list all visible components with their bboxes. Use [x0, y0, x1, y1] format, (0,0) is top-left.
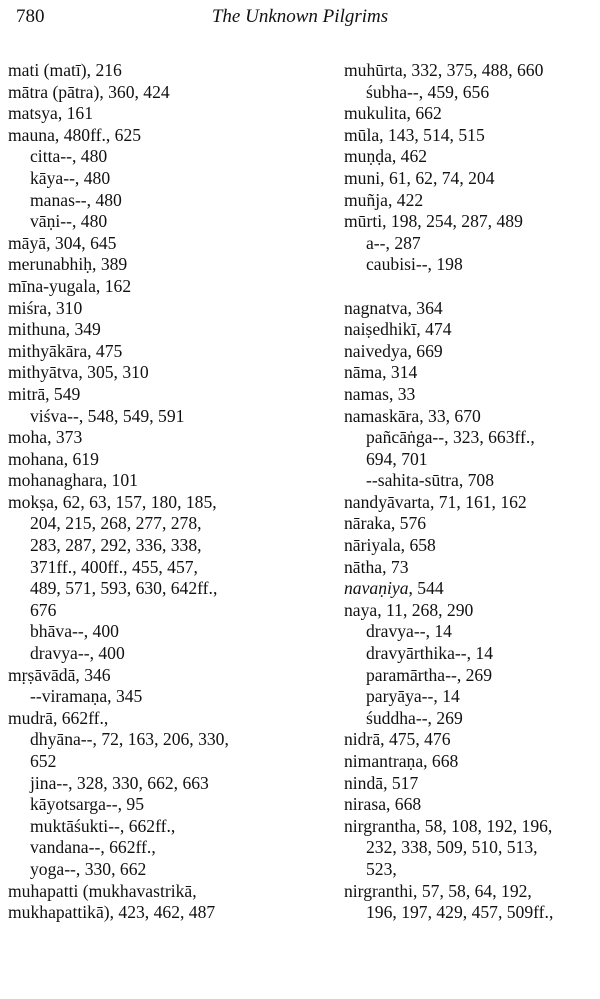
index-subentry: manas--, 480: [30, 189, 122, 210]
index-entry: nimantraṇa, 668: [344, 751, 459, 771]
index-entry-continuation: 676: [30, 599, 57, 620]
index-entry: nāraka, 576: [344, 513, 427, 534]
index-entry: mukulita, 662: [344, 103, 442, 124]
index-entry: māyā, 304, 645: [8, 232, 117, 253]
index-entry: moha, 373: [8, 427, 83, 448]
index-subentry: vāṇi--, 480: [30, 211, 108, 232]
index-entry-continuation: 523,: [366, 858, 397, 879]
page-number: 780: [16, 6, 45, 27]
index-entry: mṛṣāvādā, 346: [8, 664, 111, 685]
index-entry: nandyāvarta, 71, 161, 162: [344, 491, 527, 512]
section-gap: [344, 276, 598, 298]
index-entry: navaṇiya, 544: [344, 578, 444, 599]
index-subentry: viśva--, 548, 549, 591: [30, 405, 185, 426]
index-column-left: [8, 60, 308, 924]
index-entry-continuation: 204, 215, 268, 277, 278,: [30, 513, 202, 534]
index-entry: nāriyala, 658: [344, 535, 436, 556]
index-subentry: 694, 701: [366, 448, 428, 469]
index-entry-continuation: 489, 571, 593, 630, 642ff.,: [30, 578, 218, 599]
index-entry: mati (matī), 216: [8, 60, 122, 80]
index-entry: muhapatti (mukhavastrikā,: [8, 880, 197, 901]
index-entry: mūrti, 198, 254, 287, 489: [344, 211, 523, 232]
index-subentry: caubisi--, 198: [366, 254, 463, 275]
index-subentry: a--, 287: [366, 232, 421, 253]
index-entry: nirgrantha, 58, 108, 192, 196,: [344, 815, 553, 836]
index-subentry: --viramaṇa, 345: [30, 686, 143, 707]
index-subentry: śubha--, 459, 656: [366, 81, 490, 102]
index-subentry: citta--, 480: [30, 146, 108, 167]
running-title: The Unknown Pilgrims: [211, 6, 389, 27]
index-entry: mudrā, 662ff.,: [8, 707, 109, 728]
index-subentry: jina--, 328, 330, 662, 663: [30, 772, 209, 793]
index-entry: mukhapattikā), 423, 462, 487: [8, 902, 216, 923]
index-subentry: pañcāṅga--, 323, 663ff.,: [366, 427, 535, 448]
index-entry: muñja, 422: [344, 189, 424, 210]
index-entry: nirasa, 668: [344, 794, 422, 815]
index-entry: muṇḍa, 462: [344, 146, 428, 167]
index-entry: nāma, 314: [344, 362, 418, 383]
index-entry-continuation: 196, 197, 429, 457, 509ff.,: [366, 902, 554, 923]
index-entry: mithyātva, 305, 310: [8, 362, 149, 383]
index-entry: muni, 61, 62, 74, 204: [344, 167, 495, 188]
index-subentry: dhyāna--, 72, 163, 206, 330,: [30, 729, 229, 750]
index-entry-continuation: 283, 287, 292, 336, 338,: [30, 535, 202, 556]
index-entry: mauna, 480ff., 625: [8, 124, 142, 145]
index-entry: namas, 33: [344, 383, 416, 404]
index-subentry: --sahita-sūtra, 708: [366, 470, 495, 491]
index-subentry: kāya--, 480: [30, 167, 111, 188]
index-subentry: dravya--, 400: [30, 643, 125, 664]
index-subentry: 652: [30, 751, 57, 771]
index-entry: mithuna, 349: [8, 319, 101, 340]
index-entry: matsya, 161: [8, 103, 94, 124]
index-column-right: [344, 60, 598, 924]
index-entry: mohanaghara, 101: [8, 470, 138, 491]
index-subentry: yoga--, 330, 662: [30, 858, 147, 879]
index-entry-continuation: 232, 338, 509, 510, 513,: [366, 837, 538, 858]
index-entry: mokṣa, 62, 63, 157, 180, 185,: [8, 491, 217, 512]
index-entry: mūla, 143, 514, 515: [344, 124, 485, 145]
page-header: [0, 0, 600, 40]
index-entry: mātra (pātra), 360, 424: [8, 81, 170, 102]
index-entry: nagnatva, 364: [344, 297, 443, 318]
index-entry: merunabhiḥ, 389: [8, 254, 128, 275]
index-subentry: bhāva--, 400: [30, 621, 119, 642]
index-entry: nātha, 73: [344, 556, 409, 577]
index-subentry: kāyotsarga--, 95: [30, 794, 144, 815]
index-subentry: dravyārthika--, 14: [366, 643, 494, 664]
index-subentry: vandana--, 662ff.,: [30, 837, 156, 858]
index-entry: mitrā, 549: [8, 383, 81, 404]
index-entry: naivedya, 669: [344, 340, 443, 361]
index-subentry: paryāya--, 14: [366, 686, 460, 707]
index-entry: mohana, 619: [8, 448, 99, 469]
index-entry: miśra, 310: [8, 297, 83, 318]
index-entry: muhūrta, 332, 375, 488, 660: [344, 60, 544, 80]
index-entry: nindā, 517: [344, 772, 419, 793]
index-subentry: śuddha--, 269: [366, 707, 463, 728]
index-entry: naiṣedhikī, 474: [344, 319, 452, 340]
index-entry: mithyākāra, 475: [8, 340, 123, 361]
index-entry: mīna-yugala, 162: [8, 275, 132, 296]
index-entry: nidrā, 475, 476: [344, 729, 451, 750]
index-entry: namaskāra, 33, 670: [344, 405, 481, 426]
index-subentry: paramārtha--, 269: [366, 664, 493, 685]
index-entry: naya, 11, 268, 290: [344, 599, 474, 620]
index-subentry: dravya--, 14: [366, 621, 452, 642]
index-entry: nirgranthi, 57, 58, 64, 192,: [344, 880, 532, 901]
index-entry-continuation: 371ff., 400ff., 455, 457,: [30, 556, 198, 577]
index-subentry: muktāśukti--, 662ff.,: [30, 815, 176, 836]
